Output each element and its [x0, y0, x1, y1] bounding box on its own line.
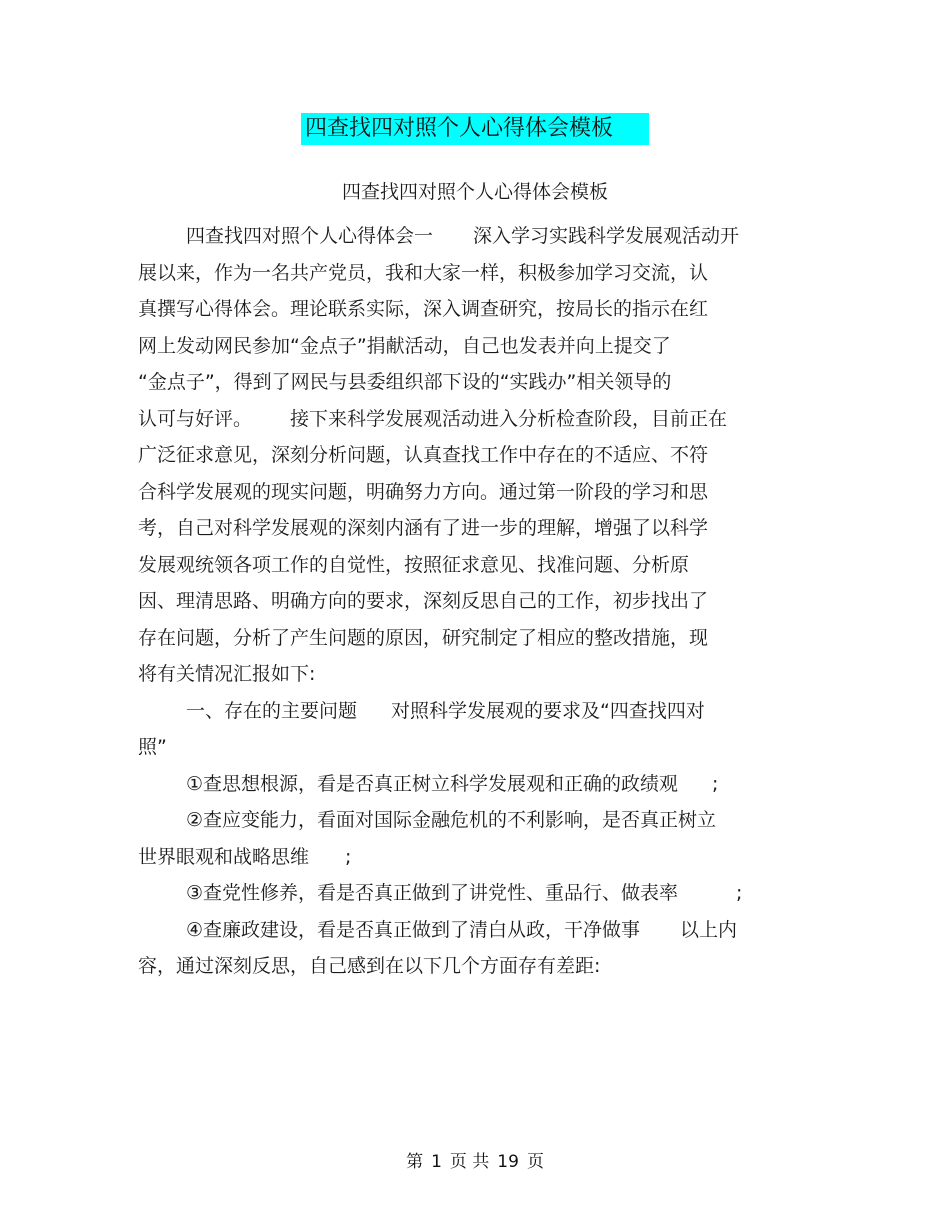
title-wrapper	[0, 113, 950, 145]
body-line	[138, 291, 818, 328]
footer-prefix: 第	[406, 1152, 424, 1172]
body-line	[138, 364, 818, 401]
body-line	[138, 620, 818, 657]
body-line-segment: 真撰写心得体会。理论联系实际，深入调查研究，按局长的指示在红	[138, 298, 709, 320]
footer-page-number: 1	[431, 1152, 442, 1172]
body-line-segment: ;	[345, 845, 352, 868]
body-line-segment: 考，自己对科学发展观的深刻内涵有了进一步的理解，增强了以科学	[138, 517, 709, 539]
body-line-segment: 认可与好评。	[138, 407, 253, 430]
body-line	[138, 255, 818, 292]
body-line	[138, 656, 818, 693]
body-line	[138, 583, 818, 620]
body-line-segment: 容，通过深刻反思，自己感到在以下几个方面存有差距:	[138, 955, 601, 977]
body-line-segment: 接下来科学发展观活动进入分析检查阶段，目前正在	[290, 407, 728, 430]
body-line-segment: 网上发动网民参加“金点子”捐献活动，自己也发表并向上提交了	[138, 334, 671, 357]
document-title: 四查找四对照个人心得体会模板	[301, 113, 649, 145]
body-line-segment: 深入学习实践科学发展观活动开	[473, 225, 740, 247]
body-line-segment: ;	[712, 772, 719, 795]
body-line	[138, 218, 818, 255]
body-line	[138, 474, 818, 511]
body-line	[138, 912, 818, 949]
body-line-segment: 一、存在的主要问题	[186, 699, 358, 722]
body-line	[138, 766, 818, 803]
body-line	[138, 693, 818, 730]
body-line-segment: 世界眼观和战略思维	[138, 845, 310, 868]
body-line	[138, 437, 818, 474]
footer-total-pages: 19	[497, 1152, 519, 1172]
body-line	[138, 802, 818, 839]
body-line-segment: 对照科学发展观的要求及“四查找四对	[391, 699, 705, 722]
body-line-segment: ①查思想根源，看是否真正树立科学发展观和正确的政绩观	[186, 772, 679, 795]
body-line-segment: 合科学发展观的现实问题，明确努力方向。通过第一阶段的学习和思	[138, 480, 709, 503]
body-line-segment: 广泛征求意见，深刻分析问题，认真查找工作中存在的不适应、不符	[138, 444, 709, 466]
footer-suffix: 页	[526, 1152, 544, 1172]
body-line	[138, 729, 818, 766]
body-line	[138, 839, 818, 876]
body-line-segment: 发展观统领各项工作的自觉性，按照征求意见、找准问题、分析原	[138, 553, 690, 576]
body-line	[138, 547, 818, 584]
body-line-segment: 存在问题，分析了产生问题的原因，研究制定了相应的整改措施，现	[138, 626, 709, 649]
page-footer	[0, 1150, 950, 1174]
body-line	[138, 510, 818, 547]
footer-middle: 页 共	[449, 1152, 490, 1172]
body-text	[138, 218, 818, 985]
document-subtitle: 四查找四对照个人心得体会模板	[341, 181, 608, 203]
body-line	[138, 328, 818, 365]
body-line-segment: 因、理清思路、明确方向的要求，深刻反思自己的工作，初步找出了	[138, 590, 709, 612]
body-line-segment: ③查党性修养，看是否真正做到了讲党性、重品行、做表率	[186, 882, 679, 904]
body-line-segment: 照”	[138, 736, 167, 758]
body-line-segment: 展以来，作为一名共产党员，我和大家一样，积极参加学习交流，认	[138, 261, 709, 284]
body-line	[138, 948, 818, 985]
body-line	[138, 401, 818, 438]
body-line-segment: 以上内	[680, 918, 738, 941]
body-line-segment: 四查找四对照个人心得体会一	[186, 225, 434, 247]
body-line	[138, 875, 818, 912]
body-line-segment: ②查应变能力，看面对国际金融危机的不利影响，是否真正树立	[186, 809, 717, 831]
body-line-segment: “金点子”，得到了网民与县委组织部下设的“实践办”相关领导的	[138, 371, 672, 393]
body-line-segment: ;	[736, 882, 743, 904]
body-line-segment: 将有关情况汇报如下:	[138, 663, 316, 685]
body-line-segment: ④查廉政建设，看是否真正做到了清白从政，干净做事	[186, 918, 641, 941]
